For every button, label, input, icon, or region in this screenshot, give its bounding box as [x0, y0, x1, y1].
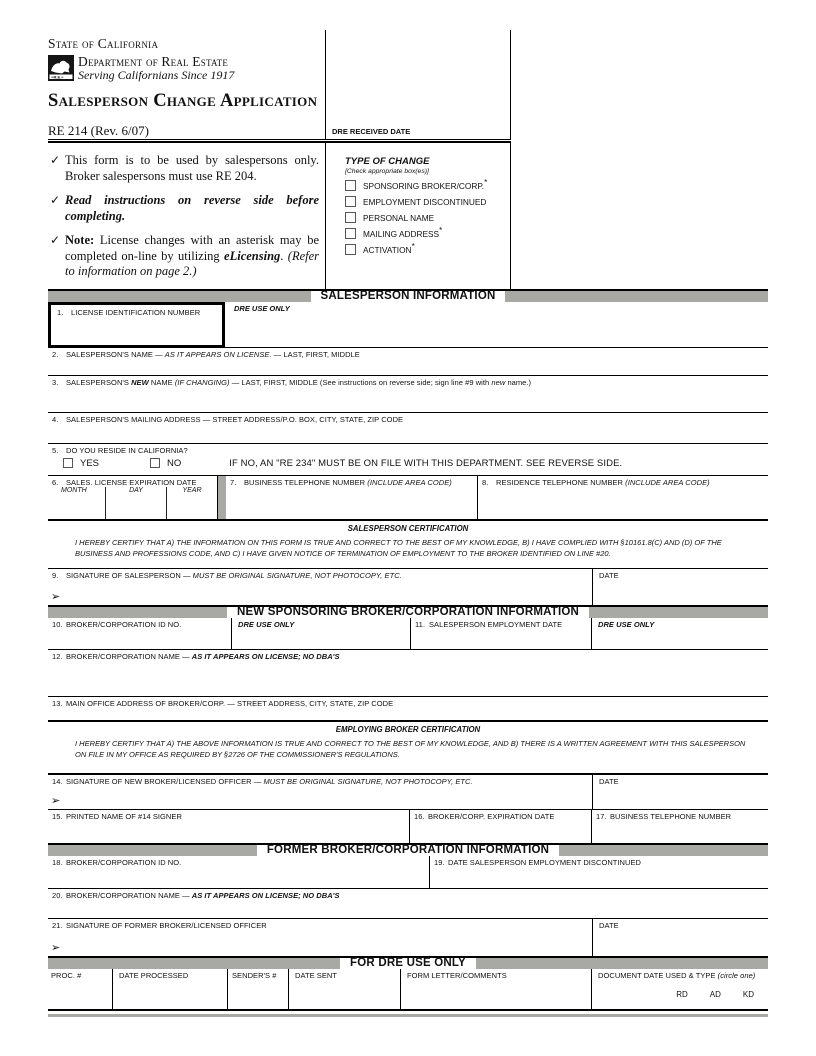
- field-17-label: BUSINESS TELEPHONE NUMBER: [610, 811, 732, 821]
- date-processed-cell[interactable]: DATE PROCESSED: [113, 969, 228, 1009]
- field-3-label: SALESPERSON'S NEW NAME (IF CHANGING) — LAST, FIRST, MIDDLE (See instructions on reverse side; sign line #9 with new name.): [66, 377, 532, 387]
- salesperson-certification-title: SALESPERSON CERTIFICATION: [347, 523, 469, 533]
- field-21-label: SIGNATURE OF FORMER BROKER/LICENSED OFFICER: [66, 920, 267, 930]
- field-11-label: SALESPERSON EMPLOYMENT DATE: [429, 619, 563, 629]
- field-9-date-cell[interactable]: [592, 569, 768, 605]
- checkbox-employment-discontinued[interactable]: [345, 196, 356, 207]
- dre-use-only-cell: DRE USE ONLY: [232, 618, 411, 649]
- field-14-label: SIGNATURE OF NEW BROKER/LICENSED OFFICER — MUST BE ORIGINAL SIGNATURE, NOT PHOTOCOPY, ETC.: [66, 776, 473, 786]
- option-employment-discontinued: EMPLOYMENT DISCONTINUED: [345, 196, 506, 207]
- field-18-cell[interactable]: 18. BROKER/CORPORATION ID NO.: [48, 856, 430, 888]
- signature-arrow-icon: ➢: [51, 794, 61, 807]
- field-7-cell[interactable]: 7. BUSINESS TELEPHONE NUMBER (INCLUDE AREA CODE): [226, 476, 478, 519]
- agency-block: [48, 30, 325, 139]
- field-10-cell[interactable]: 10. BROKER/CORPORATION ID NO.: [48, 618, 232, 649]
- checkbox-sponsoring-broker[interactable]: [345, 180, 356, 191]
- field-16-label: BROKER/CORP. EXPIRATION DATE: [428, 811, 555, 821]
- option-rd[interactable]: RD: [676, 989, 688, 999]
- field-11-cell[interactable]: 11. SALESPERSON EMPLOYMENT DATE: [411, 618, 592, 649]
- signature-arrow-icon: ➢: [51, 941, 61, 954]
- option-mailing-address: MAILING ADDRESS*: [345, 228, 506, 239]
- employing-certification-title: EMPLOYING BROKER CERTIFICATION: [335, 724, 481, 734]
- instruction-item: ✓ Read instructions on reverse side before completing.: [50, 193, 319, 223]
- option-kd[interactable]: KD: [742, 989, 754, 999]
- employing-certification-body: I HEREBY CERTIFY THAT A) THE ABOVE INFORMATION IS TRUE AND CORRECT TO THE BEST OF MY KNOWLEDGE, AND B) THERE IS A WRITTEN AGREEMENT WITH THIS SALESPERSON ON FILE IN MY OFFICE AS REQUIRED BY §2726 OF THE COMMISSIONER'S REGULATIONS.: [75, 738, 746, 759]
- dre-use-only-label: DRE USE ONLY: [234, 303, 290, 313]
- type-of-change-subtitle: [Check appropriate box(es)]: [345, 168, 429, 175]
- fields-6-7-8-row: [48, 476, 768, 521]
- field-5-label: DO YOU RESIDE IN CALIFORNIA?: [66, 445, 188, 455]
- field-13-label: MAIN OFFICE ADDRESS OF BROKER/CORP. — STREET ADDRESS, CITY, STATE, ZIP CODE: [66, 698, 394, 708]
- dre-received-date-cell[interactable]: [325, 30, 511, 139]
- field-14-row: [48, 775, 768, 810]
- field-21-date-cell[interactable]: [592, 919, 768, 956]
- field-19-cell[interactable]: 19. DATE SALESPERSON EMPLOYMENT DISCONTINUED: [434, 857, 642, 867]
- dre-use-only-cell: DRE USE ONLY: [598, 619, 655, 629]
- year-label: YEAR: [182, 486, 202, 494]
- option-sponsoring-broker: SPONSORING BROKER/CORP.*: [345, 180, 506, 191]
- field-12-row[interactable]: 12. BROKER/CORPORATION NAME — AS IT APPEARS ON LICENSE; NO DBA'S: [48, 650, 768, 697]
- field-6-label: SALES. LICENSE EXPIRATION DATE: [66, 477, 197, 487]
- instruction-item: ✓ This form is to be used by salespersons only. Broker salespersons must use RE 204.: [50, 153, 319, 183]
- field-1-label: LICENSE IDENTIFICATION NUMBER: [71, 307, 201, 317]
- month-label: MONTH: [48, 487, 106, 519]
- field-20-label: BROKER/CORPORATION NAME — AS IT APPEARS ON LICENSE; NO DBA'S: [66, 890, 340, 900]
- checkmark-icon: ✓: [50, 233, 61, 247]
- license-id-box[interactable]: 1. LICENSE IDENTIFICATION NUMBER: [48, 302, 225, 348]
- field-14-signature-cell[interactable]: 14. SIGNATURE OF NEW BROKER/LICENSED OFFICER — MUST BE ORIGINAL SIGNATURE, NOT PHOTOCOPY, ETC. ➢: [51, 776, 473, 807]
- field-2-label: SALESPERSON'S NAME — AS IT APPEARS ON LICENSE. — LAST, FIRST, MIDDLE: [66, 349, 360, 359]
- field-9-signature-cell[interactable]: 9. SIGNATURE OF SALESPERSON — MUST BE ORIGINAL SIGNATURE, NOT PHOTOCOPY, ETC. ➢: [51, 570, 402, 603]
- field-14-date-cell[interactable]: [592, 775, 768, 809]
- date-sent-cell[interactable]: DATE SENT: [289, 969, 401, 1009]
- option-personal-name: PERSONAL NAME: [345, 212, 506, 223]
- field-9-row: [48, 569, 768, 605]
- field-4-row[interactable]: 4. SALESPERSON'S MAILING ADDRESS — STREET ADDRESS/P.O. BOX, CITY, STATE, ZIP CODE: [48, 413, 768, 444]
- dre-received-date-label: DRE RECEIVED DATE: [332, 127, 411, 136]
- field-3-row[interactable]: 3. SALESPERSON'S NEW NAME (IF CHANGING) — LAST, FIRST, MIDDLE (See instructions on reverse side; sign line #9 with new name.): [48, 376, 768, 413]
- date-label: DATE: [599, 920, 619, 930]
- employing-broker-certification: [48, 722, 768, 775]
- field-8-label: RESIDENCE TELEPHONE NUMBER (INCLUDE AREA CODE): [496, 477, 710, 487]
- field-21-row: [48, 919, 768, 956]
- field-2-row[interactable]: 2. SALESPERSON'S NAME — AS IT APPEARS ON LICENSE. — LAST, FIRST, MIDDLE: [48, 348, 768, 376]
- date-label: DATE: [599, 776, 619, 786]
- gray-divider: [218, 476, 226, 519]
- option-activation: ACTIVATION*: [345, 244, 506, 255]
- fields-10-11-row: [48, 618, 768, 650]
- form-letter-comments-cell[interactable]: FORM LETTER/COMMENTS: [401, 969, 592, 1009]
- dre-logo-icon: [48, 55, 74, 81]
- instruction-item: ✓ Note: License changes with an asterisk may be completed on-line by utilizing eLicensing. (Refer to information on page 2.): [50, 233, 320, 278]
- day-label: DAY: [106, 487, 167, 519]
- signature-arrow-icon: ➢: [51, 590, 61, 603]
- field-20-row[interactable]: 20. BROKER/CORPORATION NAME — AS IT APPEARS ON LICENSE; NO DBA'S: [48, 889, 768, 919]
- field-16-cell[interactable]: 16. BROKER/CORP. EXPIRATION DATE: [410, 810, 592, 843]
- yes-label: YES: [80, 457, 100, 469]
- svg-text:≡R.E.≡: ≡R.E.≡: [51, 74, 64, 80]
- section-bar-for-dre-use-only: FOR DRE USE ONLY: [48, 956, 768, 969]
- section-bar-new-broker: NEW SPONSORING BROKER/CORPORATION INFORMATION: [48, 605, 768, 618]
- field-1-row[interactable]: [48, 302, 768, 348]
- field-19-label: DATE SALESPERSON EMPLOYMENT DISCONTINUED: [448, 857, 642, 867]
- field-21-signature-cell[interactable]: 21. SIGNATURE OF FORMER BROKER/LICENSED OFFICER ➢: [51, 920, 267, 954]
- salesperson-certification-body: I HEREBY CERTIFY THAT A) THE INFORMATION ON THIS FORM IS TRUE AND CORRECT TO THE BEST OF MY KNOWLEDGE, B) I HAVE COMPLIED WITH §10161.8(C) AND (D) OF THE BUSINESS AND PROFESSIONS CODE, AND C) I HAVE GIVEN NOTICE OF TERMINATION OF EMPLOYMENT TO THE BROKER IDENTIFIED ON LINE #20.: [75, 537, 722, 558]
- field-10-label: BROKER/CORPORATION ID NO.: [66, 619, 182, 629]
- field-9-label: SIGNATURE OF SALESPERSON — MUST BE ORIGINAL SIGNATURE, NOT PHOTOCOPY, ETC.: [66, 570, 402, 580]
- field-12-label: BROKER/CORPORATION NAME — AS IT APPEARS ON LICENSE; NO DBA'S: [66, 651, 340, 661]
- form-header: [48, 30, 768, 289]
- fields-18-19-row: [48, 856, 768, 889]
- checkbox-yes[interactable]: [63, 458, 73, 468]
- checkbox-no[interactable]: [150, 458, 160, 468]
- type-of-change-box: [325, 143, 511, 289]
- section-bar-salesperson-information: SALESPERSON INFORMATION: [48, 289, 768, 302]
- section-bar-former-broker: FORMER BROKER/CORPORATION INFORMATION: [48, 843, 768, 856]
- state-line: State of California: [48, 36, 159, 51]
- no-label: NO: [167, 457, 182, 469]
- checkbox-mailing-address[interactable]: [345, 228, 356, 239]
- field-7-label: BUSINESS TELEPHONE NUMBER (INCLUDE AREA CODE): [244, 477, 452, 487]
- field-18-label: BROKER/CORPORATION ID NO.: [66, 857, 182, 867]
- re234-note: IF NO, AN "RE 234" MUST BE ON FILE WITH THIS DEPARTMENT. SEE REVERSE SIDE.: [229, 457, 623, 469]
- field-4-label: SALESPERSON'S MAILING ADDRESS — STREET ADDRESS/P.O. BOX, CITY, STATE, ZIP CODE: [66, 414, 404, 424]
- fields-15-16-17-row: [48, 810, 768, 843]
- senders-number-cell[interactable]: SENDER'S #: [228, 969, 289, 1009]
- field-8-cell[interactable]: 8. RESIDENCE TELEPHONE NUMBER (INCLUDE AREA CODE): [482, 477, 710, 487]
- field-15-cell[interactable]: 15. PRINTED NAME OF #14 SIGNER: [48, 810, 410, 843]
- field-15-label: PRINTED NAME OF #14 SIGNER: [66, 811, 182, 821]
- proc-number-cell[interactable]: PROC. #: [48, 969, 113, 1009]
- checkmark-icon: ✓: [50, 153, 61, 167]
- salesperson-certification: [48, 521, 768, 569]
- field-5-row: 5. DO YOU RESIDE IN CALIFORNIA? YES NO IF NO, AN "RE 234" MUST BE ON FILE WITH THIS DEPARTMENT. SEE REVERSE SIDE.: [48, 444, 768, 476]
- form-title: Salesperson Change Application: [48, 91, 318, 111]
- department-line: Department of Real Estate: [78, 54, 229, 69]
- checkbox-personal-name[interactable]: [345, 212, 356, 223]
- field-6-cell[interactable]: 6. SALES. LICENSE EXPIRATION DATE MONTH DAY YEAR: [48, 476, 218, 519]
- checkmark-icon: ✓: [50, 193, 61, 207]
- checkbox-activation[interactable]: [345, 244, 356, 255]
- tagline: Serving Californians Since 1917: [78, 67, 235, 82]
- bottom-gray-rule: [48, 1014, 768, 1017]
- dre-use-table-row: [48, 969, 768, 1011]
- date-label: DATE: [599, 570, 619, 580]
- document-date-type-cell: DOCUMENT DATE USED & TYPE (circle one) RD AD KD: [598, 970, 756, 999]
- instructions-block: [48, 143, 325, 289]
- option-ad[interactable]: AD: [709, 989, 721, 999]
- type-of-change-title: TYPE OF CHANGE: [345, 156, 430, 167]
- form-number: RE 214 (Rev. 6/07): [48, 123, 149, 138]
- field-13-row[interactable]: 13. MAIN OFFICE ADDRESS OF BROKER/CORP. — STREET ADDRESS, CITY, STATE, ZIP CODE: [48, 697, 768, 722]
- field-17-cell[interactable]: 17. BUSINESS TELEPHONE NUMBER: [596, 811, 732, 821]
